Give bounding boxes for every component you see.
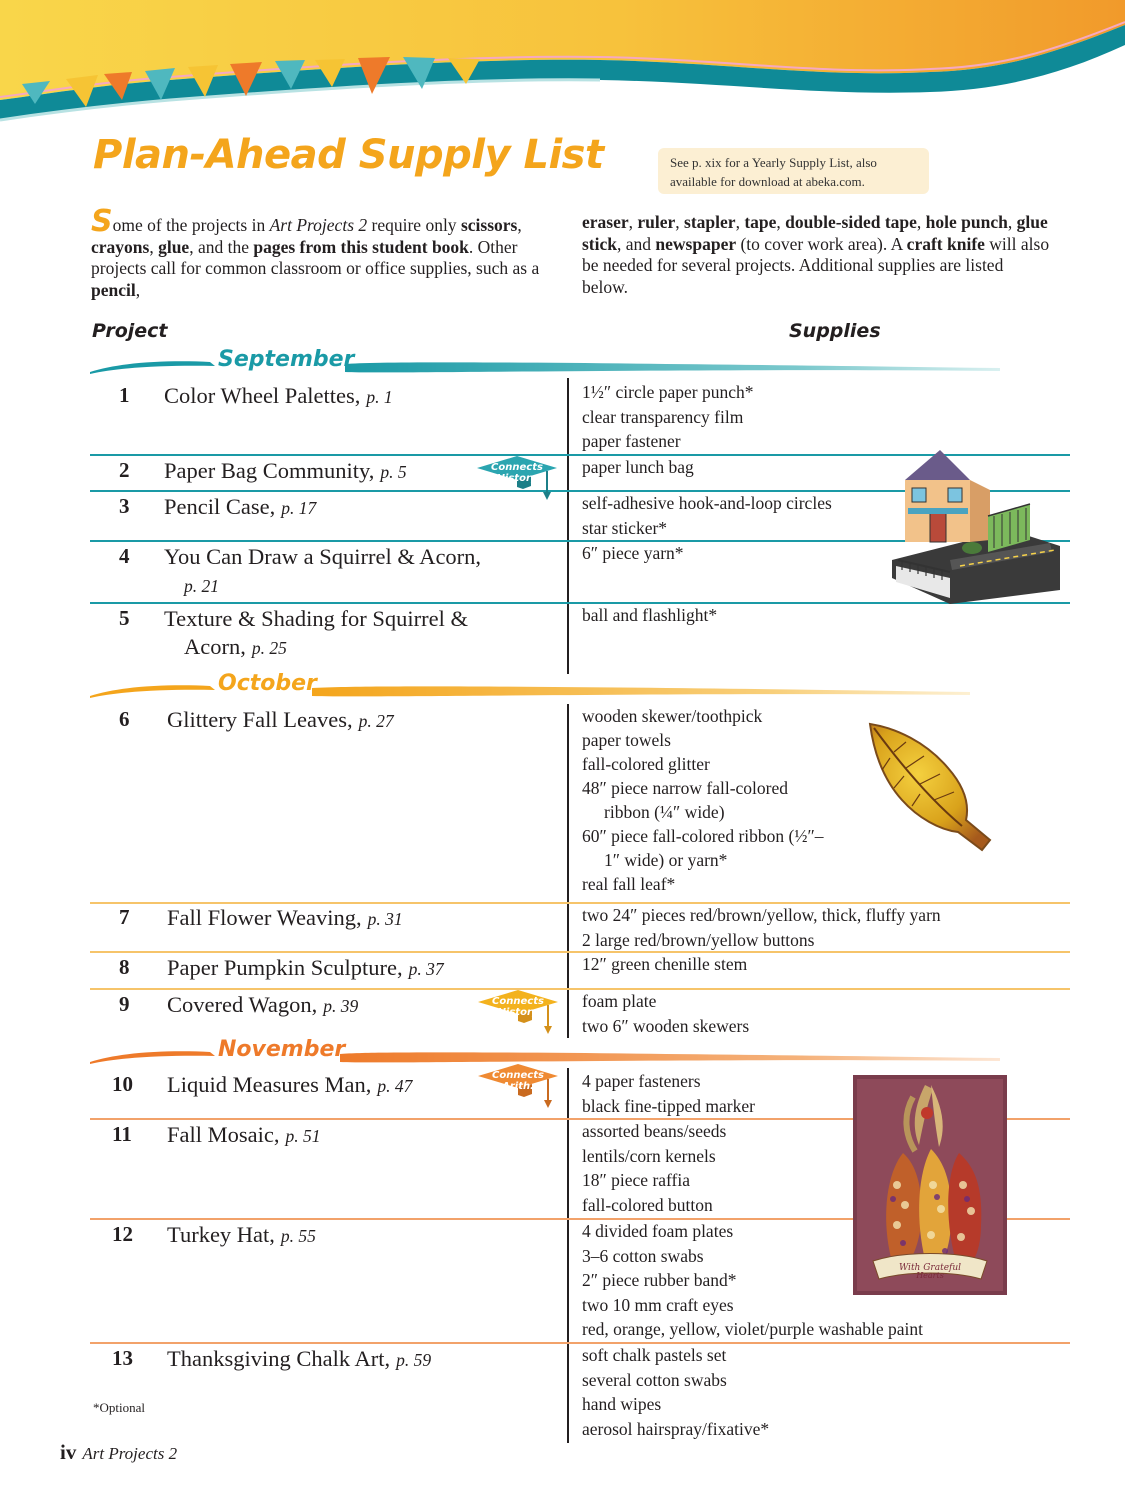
project-title: Fall Mosaic, p. 51: [167, 1122, 321, 1147]
project-number: 13: [112, 1346, 133, 1370]
project-number: 2: [119, 458, 130, 482]
month-november: November: [218, 1037, 346, 1062]
supply-list: 1½″ circle paper punch* clear transparency film paper fastener: [582, 382, 754, 452]
header-banner: [0, 0, 1125, 140]
project-column-header: Project: [92, 320, 168, 342]
supply-list: self-adhesive hook-and-loop circles star sticker*: [582, 493, 832, 538]
month-september: September: [218, 347, 355, 372]
project-title: Texture & Shading for Squirrel & Acorn, p. 25: [164, 606, 468, 659]
project-title: Glittery Fall Leaves, p. 27: [167, 707, 394, 732]
supply-list: soft chalk pastels set several cotton swabs hand wipes aerosol hairspray/fixative*: [582, 1345, 770, 1439]
supply-list: assorted beans/seeds lentils/corn kernels 18″ piece raffia fall-colored button: [582, 1121, 727, 1215]
svg-text:With Grateful: With Grateful: [898, 1263, 962, 1273]
project-title: Turkey Hat, p. 55: [167, 1222, 316, 1247]
supply-list: foam plate two 6″ wooden skewers: [582, 991, 750, 1036]
project-title: Thanksgiving Chalk Art, p. 59: [167, 1346, 432, 1371]
project-title: You Can Draw a Squirrel & Acorn, p. 21: [164, 544, 482, 596]
glittery-leaf-illustration: [866, 722, 994, 854]
project-number: 12: [112, 1222, 133, 1246]
month-october: October: [218, 671, 317, 696]
column-divider: [567, 1068, 569, 1443]
project-number: 9: [119, 992, 130, 1016]
yearly-supply-note: See p. xix for a Yearly Supply List, also available for download at abeka.com.: [658, 148, 929, 194]
supply-list: 4 divided foam plates 3–6 cotton swabs 2″ piece rubber band* two 10 mm craft eyes red, orange, yellow, violet/purple washable paint: [582, 1221, 923, 1340]
column-divider: [567, 378, 569, 674]
page-folio: iv Art Projects 2: [60, 1440, 178, 1464]
project-number: 6: [119, 707, 130, 731]
project-number: 10: [112, 1072, 133, 1096]
supply-list: two 24″ pieces red/brown/yellow, thick, fluffy yarn 2 large red/brown/yellow buttons: [582, 905, 941, 950]
fall-mosaic-illustration: [853, 1075, 1007, 1295]
paper-bag-community-illustration: [890, 448, 1062, 606]
supply-list: 4 paper fasteners black fine-tipped marker: [582, 1071, 755, 1116]
project-number: 3: [119, 494, 130, 518]
row-divider: [90, 988, 1070, 990]
connects-history-badge: Connects History: [476, 988, 560, 1034]
project-number: 7: [119, 905, 130, 929]
project-title: Liquid Measures Man, p. 47: [167, 1072, 413, 1097]
project-title: Pencil Case, p. 17: [164, 494, 317, 519]
supply-list: paper lunch bag: [582, 457, 694, 477]
intro-paragraph-right: eraser, ruler, stapler, tape, double-sided tape, hole punch, glue stick, and newspaper (to cover work area). A craft knife will also be needed for several projects. Additional supplies are listed below.: [582, 212, 1050, 297]
project-number: 11: [112, 1122, 132, 1146]
drop-cap: S: [91, 204, 113, 239]
connects-arithmetic-badge: Connects Arith.: [476, 1062, 560, 1108]
project-title: Color Wheel Palettes, p. 1: [164, 383, 393, 408]
intro-paragraph-left: Some of the projects in Art Projects 2 require only scissors, crayons, glue, and the pages from this student book. Other projects call for common classroom or office supplies, such as a pencil,: [91, 204, 540, 300]
page-title: Plan-Ahead Supply List: [93, 132, 604, 178]
connects-history-badge: Connects History: [475, 454, 559, 500]
supplies-column-header: Supplies: [789, 320, 881, 342]
supply-list: wooden skewer/toothpick paper towels fall-colored glitter 48″ piece narrow fall-colored ribbon (¼″ wide) 60″ piece fall-colored ribbon (½″– 1″ wide) or yarn* real fall leaf*: [582, 706, 824, 894]
optional-footnote: *Optional: [93, 1400, 145, 1415]
project-title: Covered Wagon, p. 39: [167, 992, 359, 1017]
project-title: Fall Flower Weaving, p. 31: [167, 905, 403, 930]
svg-text:Hearts: Hearts: [916, 1271, 944, 1280]
row-divider: [90, 1342, 1070, 1344]
supply-list: 12″ green chenille stem: [582, 954, 748, 974]
project-number: 8: [119, 955, 130, 979]
project-number: 5: [119, 606, 130, 630]
project-title: Paper Bag Community, p. 5: [164, 458, 407, 483]
supply-list: ball and flashlight*: [582, 605, 718, 625]
project-number: 1: [119, 383, 130, 407]
supply-list: 6″ piece yarn*: [582, 543, 684, 563]
project-number: 4: [119, 544, 130, 568]
project-title: Paper Pumpkin Sculpture, p. 37: [167, 955, 444, 980]
